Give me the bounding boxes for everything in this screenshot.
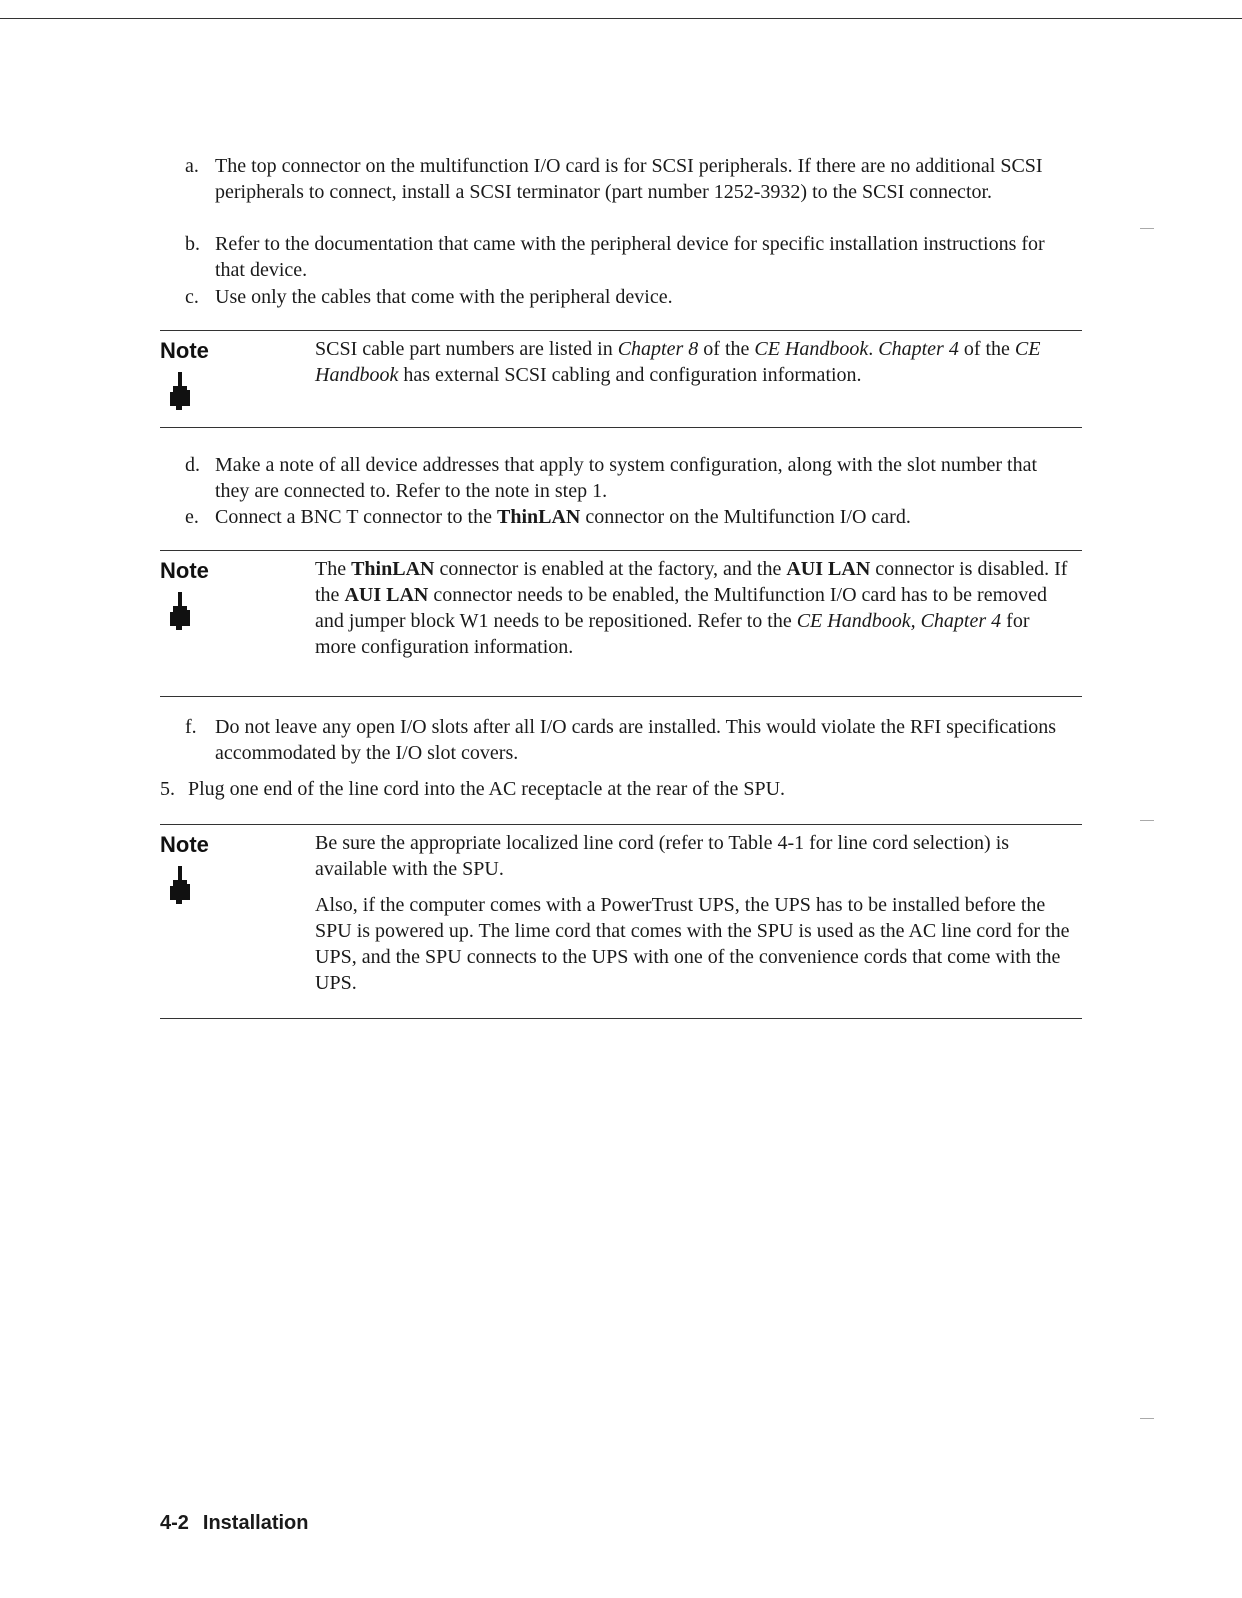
- step-a: [185, 153, 1065, 205]
- step-text: Do not leave any open I/O slots after all I/O cards are installed. This would violate the RFI specifications accommodated by the I/O slot covers.: [215, 716, 1057, 764]
- step-text: Make a note of all device addresses that apply to system configuration, along with the slot number that they are connected to. Refer to the note in step 1.: [215, 454, 1038, 502]
- margin-mark: [1140, 228, 1154, 229]
- step-marker: a.: [185, 155, 199, 177]
- note-label: Note: [160, 558, 209, 583]
- pointing-hand-icon: [166, 590, 196, 634]
- step-marker: c.: [185, 286, 199, 308]
- note-body: [315, 830, 1075, 996]
- note-bottom-rule: [160, 427, 1082, 428]
- step-marker: f.: [185, 716, 197, 738]
- page-footer: [160, 1512, 308, 1535]
- note-body: SCSI cable part numbers are listed in Chapter 8 of the CE Handbook. Chapter 4 of the CE Handbook has external SCSI cabling and configuration information.: [315, 338, 1041, 386]
- step-e: [185, 504, 1085, 530]
- margin-mark: [1140, 1418, 1154, 1419]
- step-marker: b.: [185, 233, 200, 255]
- note-top-rule: [160, 550, 1082, 551]
- note-body: The ThinLAN connector is enabled at the factory, and the AUI LAN connector is disabled. If the AUI LAN connector needs to be enabled, the Multifunction I/O card has to be removed and jumper block W1 needs to be repositioned. Refer to the CE Handbook, Chapter 4 for more configuration information.: [315, 558, 1068, 658]
- step-marker: e.: [185, 506, 199, 528]
- note-label: Note: [160, 832, 209, 857]
- step-d: [185, 452, 1065, 504]
- step-marker: 5.: [160, 778, 175, 800]
- step-c: [185, 284, 1065, 310]
- step-5: [160, 776, 1060, 802]
- page-number: 4-2: [160, 1512, 189, 1534]
- pointing-hand-icon: [166, 864, 196, 908]
- step-text: The top connector on the multifunction I/O card is for SCSI peripherals. If there are no additional SCSI peripherals to connect, install a SCSI terminator (part number 1252-3932) to the SCSI connector.: [215, 155, 1043, 203]
- pointing-hand-icon: [166, 370, 196, 414]
- note-paragraph: Be sure the appropriate localized line cord (refer to Table 4-1 for line cord selection) is available with the SPU.: [315, 832, 1010, 880]
- note-top-rule: [160, 824, 1082, 825]
- note-line-cord: [160, 824, 1082, 1020]
- margin-mark: [1140, 820, 1154, 821]
- step-b: [185, 231, 1065, 283]
- top-rule: [0, 18, 1242, 19]
- note-label: Note: [160, 338, 209, 363]
- step-text: Refer to the documentation that came with the peripheral device for specific installation instructions for that device.: [215, 233, 1045, 281]
- note-scsi-cables: [160, 330, 1082, 430]
- step-f: [185, 714, 1065, 766]
- step-text: Connect a BNC T connector to the ThinLAN connector on the Multifunction I/O card.: [215, 506, 911, 528]
- note-thinlan: [160, 550, 1082, 700]
- step-text: Plug one end of the line cord into the AC receptacle at the rear of the SPU.: [188, 778, 786, 800]
- note-bottom-rule: [160, 1018, 1082, 1019]
- note-top-rule: [160, 330, 1082, 331]
- section-title: Installation: [202, 1512, 309, 1534]
- note-paragraph: Also, if the computer comes with a PowerTrust UPS, the UPS has to be installed before the SPU is powered up. The lime cord that comes with the SPU is used as the AC line cord for the UPS, and the SPU connects to the UPS with one of the convenience cords that come with the UPS.: [315, 894, 1070, 994]
- step-text: Use only the cables that come with the peripheral device.: [215, 286, 673, 308]
- note-bottom-rule: [160, 696, 1082, 697]
- step-marker: d.: [185, 454, 200, 476]
